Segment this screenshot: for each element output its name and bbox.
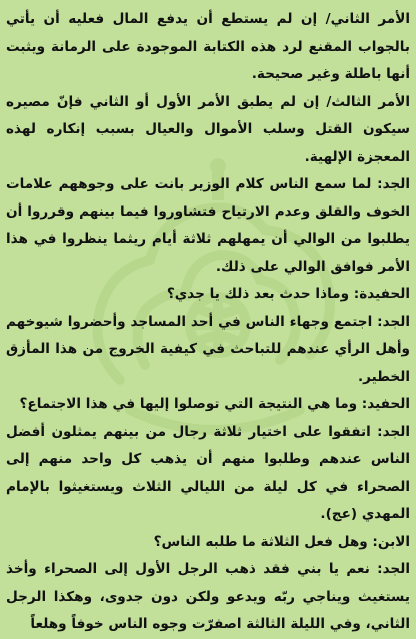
paragraph-text: لما سمع الناس كلام الوزير بانت على وجوههم علامات الخوف والقلق وعدم الارتياح فتشاوروا فيما بينهم وقرروا أن يطلبوا من الوالي أن يمهلهم ثلاثة أيام ريثما ينظروا في هذا الأمر فوافق الوالي على ذلك. — [6, 176, 410, 275]
paragraph-grandfather-2 — [6, 309, 410, 392]
paragraph-granddaughter — [6, 281, 410, 309]
speaker-label: الجد: — [370, 423, 410, 440]
paragraph-son — [6, 529, 410, 557]
speaker-label: الحفيد: — [357, 396, 410, 412]
paragraph-third-condition — [6, 89, 410, 172]
paragraph-third-condition-intro — [6, 6, 410, 89]
paragraph-grandson — [6, 391, 410, 419]
paragraph-grandfather-3 — [6, 419, 410, 529]
paragraph-text: الأمر الثالث/ إن لم يطبق الأمر الأول أو الثاني فإنّ مصيره سيكون القتل وسلب الأموال والعيال بسبب إنكاره لهذه المعجزة الإلهية. — [6, 93, 410, 165]
speaker-label: الابن: — [367, 533, 410, 550]
speaker-label: الحفيدة: — [349, 286, 410, 302]
paragraph-text: نعم يا بني فقد ذهب الرجل الأول إلى الصحراء وأخذ يستغيث ويناجي ربّه ويدعو ولكن دون جدوى، وهكذا الرجل الثاني، وفي الليلة الثالثة اصفرّت وجوه الناس خوفاً وهلعاً — [6, 561, 410, 632]
paragraph-text: وما هي النتيجة التي توصلوا إليها في هذا الاجتماع؟ — [19, 396, 358, 412]
speaker-label: الجد: — [372, 313, 410, 330]
paragraph-text: اجتمع وجهاء الناس في أحد المساجد وأحضروا شيوخهم وأهل الرأي عندهم للتباحث في كيفية الخروج من هذا المأزق الخطير. — [6, 313, 410, 385]
paragraph-text: اتفقوا على اختيار ثلاثة رجال من بينهم يمثلون أفضل الناس عندهم وطلبوا منهم أن يذهب كل واحد منهم إلى الصحراء في كل ليلة من الليالي الثلاث ويستغيثوا بالإمام المهدي (عج). — [6, 423, 410, 522]
speaker-label: الجد: — [369, 561, 410, 577]
paragraph-grandfather-4 — [6, 556, 410, 639]
paragraph-text: وماذا حدث بعد ذلك يا جدي؟ — [166, 286, 350, 302]
speaker-label: الجد: — [371, 176, 410, 192]
paragraph-text: وهل فعل الثلاثة ما طلبه الناس؟ — [153, 533, 368, 550]
paragraph-text: الأمر الثاني/ إن لم يستطع أن يدفع المال فعليه أن يأتي بالجواب المقنع لرد هذه الكتابة الموجودة على الرمانة ويثبت أنها باطلة وغير صحيحة. — [6, 11, 410, 82]
document-page — [6, 6, 410, 632]
paragraph-grandfather-1 — [6, 171, 410, 281]
